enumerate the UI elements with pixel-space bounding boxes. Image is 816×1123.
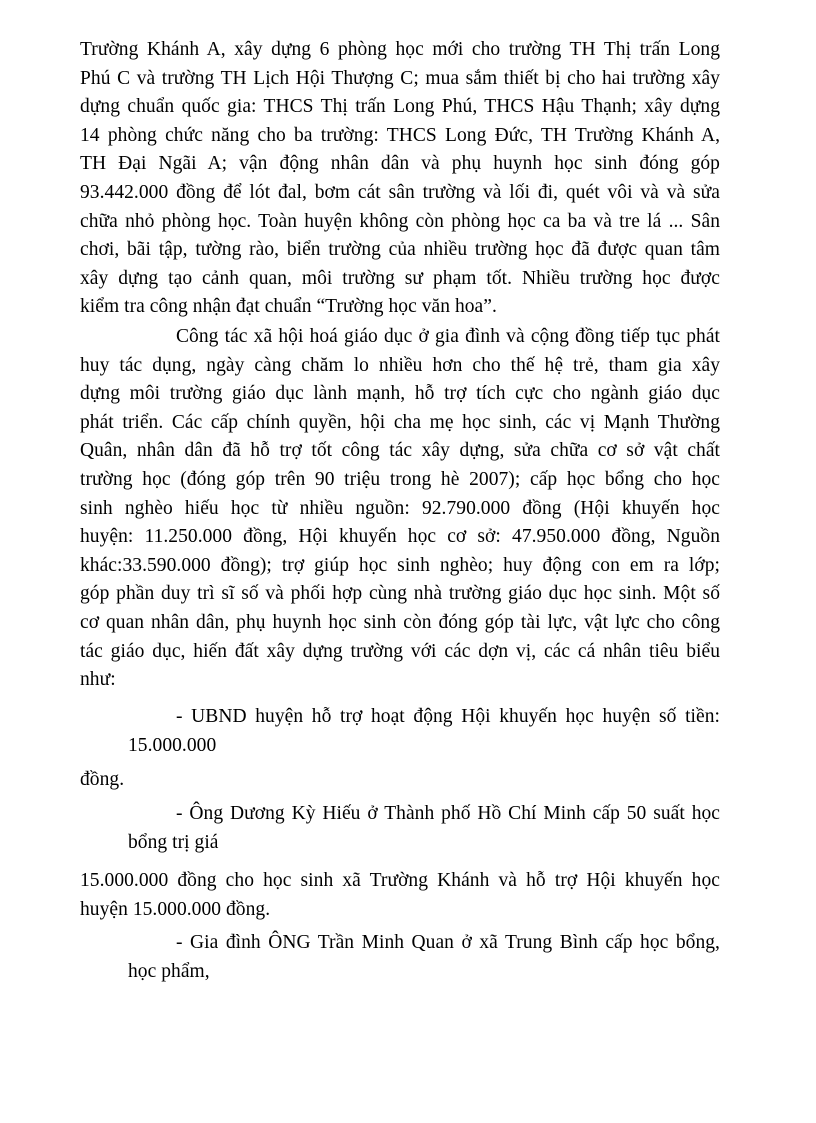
text-line: Quân, nhân dân đã hỗ trợ tốt công tác xây dựng, sửa chữa cơ sở vật chất <box>80 440 720 462</box>
text-line: cơ quan nhân dân, phụ huynh học sinh còn đóng góp tài lực, vật lực cho công <box>80 611 720 633</box>
text-line: 93.442.000 đồng để lót đal, bơm cát sân trường và lối đi, quét vôi và và sửa <box>80 181 720 203</box>
paragraph-1 <box>80 36 720 322</box>
text-line: - Gia đình ÔNG Trần Minh Quan ở xã Trung Bình cấp học bổng, <box>176 932 720 953</box>
text-line: chơi, bãi tập, tường rào, biển trường của nhiều trường học đã được quan tâm <box>80 239 720 261</box>
text-line: TH Đại Ngãi A; vận động nhân dân và phụ huynh học sinh đóng góp <box>80 153 720 175</box>
text-line: Trường Khánh A, xây dựng 6 phòng học mới cho trường TH Thị trấn Long <box>80 39 720 60</box>
text-line: chữa nhỏ phòng học. Toàn huyện không còn phòng học ca ba và tre lá ... Sân <box>80 210 720 232</box>
text-line: huyện 15.000.000 đồng. <box>80 898 271 920</box>
text-line: như: <box>80 669 116 691</box>
text-line: học phẩm, <box>128 960 210 982</box>
list-item-3 <box>128 929 720 986</box>
text-line: dựng môi trường giáo dục lành mạnh, hỗ trợ tích cực cho ngành giáo dục <box>80 383 720 405</box>
text-line: - Ông Dương Kỳ Hiếu ở Thành phố Hồ Chí Minh cấp 50 suất học <box>176 803 720 824</box>
text-line: Phú C và trường TH Lịch Hội Thượng C; mua sắm thiết bị cho hai trường xây <box>80 67 720 89</box>
text-line: kiểm tra công nhận đạt chuẩn “Trường học văn hoa”. <box>80 296 497 318</box>
text-line: Công tác xã hội hoá giáo dục ở gia đình và cộng đồng tiếp tục phát <box>176 326 720 347</box>
text-line: góp phần duy trì sĩ số và phối hợp cùng nhà trường giáo dục học sinh. Một số <box>80 583 720 605</box>
text-line: 15.000.000 đồng cho học sinh xã Trường Khánh và hỗ trợ Hội khuyến học <box>80 870 720 891</box>
text-line: xây dựng tạo cảnh quan, môi trường sư phạm tốt. Nhiều trường học được <box>80 267 720 289</box>
text-line: sinh nghèo hiếu học từ nhiều nguồn: 92.790.000 đồng (Hội khuyến học <box>80 497 720 519</box>
text-line: huy tác dụng, ngày càng chăm lo nhiều hơn cho thế hệ trẻ, tham gia xây <box>80 354 720 376</box>
list-item-2-continuation <box>80 867 720 924</box>
list-item-2 <box>128 800 720 857</box>
text-line: 14 phòng chức năng cho ba trường: THCS Long Đức, TH Trường Khánh A, <box>80 124 720 146</box>
paragraph-2 <box>80 323 720 695</box>
text-line: huyện: 11.250.000 đồng, Hội khuyến học cơ sở: 47.950.000 đồng, Nguồn <box>80 526 720 548</box>
text-line: dựng chuẩn quốc gia: THCS Thị trấn Long Phú, THCS Hậu Thạnh; xây dựng <box>80 96 720 118</box>
text-line: - UBND huyện hỗ trợ hoạt động Hội khuyến học huyện số tiền: <box>176 706 720 727</box>
text-line: 15.000.000 <box>128 734 217 756</box>
text-line: đồng. <box>80 769 125 790</box>
text-line: phát triển. Các cấp chính quyền, hội cha mẹ học sinh, các vị Mạnh Thường <box>80 411 720 433</box>
list-item-1 <box>128 703 720 760</box>
text-line: bổng trị giá <box>128 831 219 853</box>
text-line: trường học (đóng góp trên 90 triệu trong hè 2007); cấp học bổng cho học <box>80 468 720 490</box>
text-line: khác:33.590.000 đồng); trợ giúp học sinh nghèo; huy động con em ra lớp; <box>80 554 720 576</box>
list-item-1-continuation <box>80 766 720 795</box>
text-line: tác giáo dục, hiến đất xây dựng trường với các dợn vị, các cá nhân tiêu biểu <box>80 640 720 662</box>
